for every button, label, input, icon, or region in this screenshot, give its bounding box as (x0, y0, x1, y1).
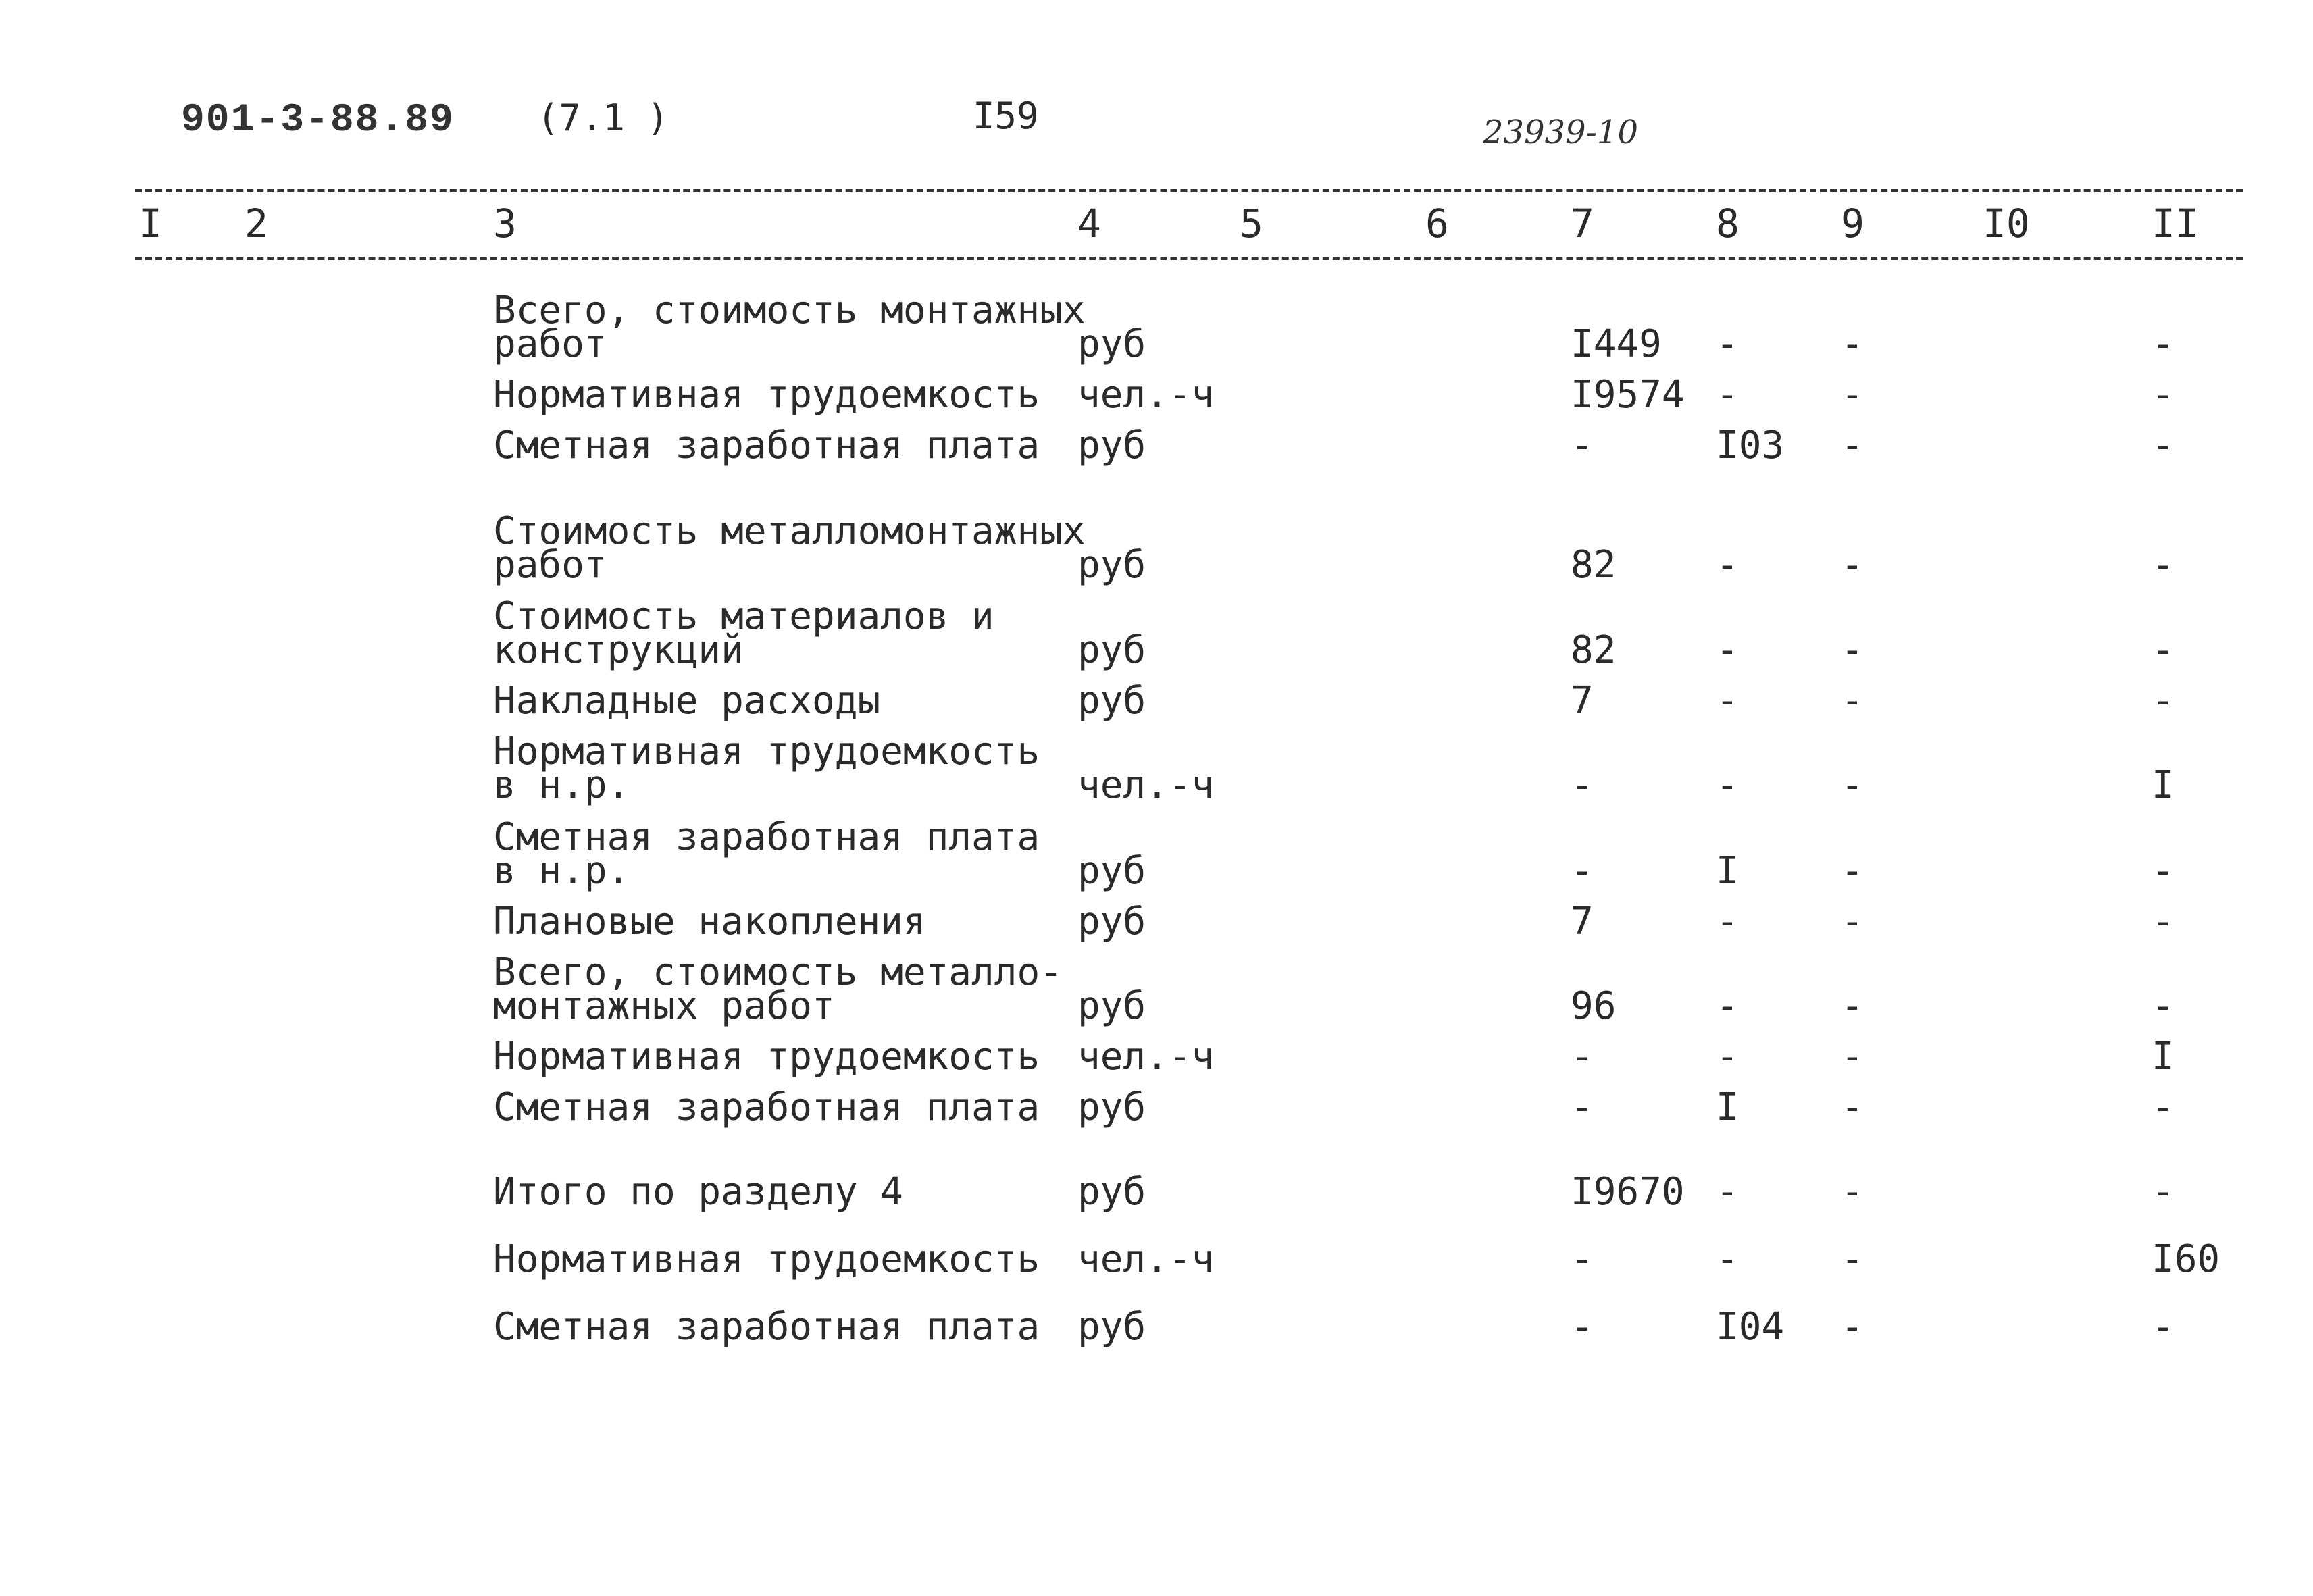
row-value-col8: I03 (1716, 423, 1785, 467)
row-description: Всего, стоимость монтажных работ (493, 288, 1086, 366)
row-value-col11: I (2152, 1035, 2175, 1079)
row-value-col11: - (2152, 900, 2175, 944)
page-number: I59 (973, 95, 1039, 137)
row-unit: руб (1077, 1170, 1146, 1214)
row-value-col7: 82 (1571, 628, 1617, 672)
row-unit: руб (1077, 849, 1146, 893)
row-value-col7: - (1571, 849, 1594, 893)
row-value-col9: - (1841, 543, 1864, 587)
row-value-col7: - (1571, 423, 1594, 467)
row-unit: руб (1077, 628, 1146, 672)
row-value-col7: - (1571, 1085, 1594, 1129)
row-description: Стоимость металломонтажных работ (493, 509, 1086, 587)
row-value-col8: - (1716, 1170, 1739, 1214)
row-value-col9: - (1841, 984, 1864, 1028)
row-value-col11: - (2152, 679, 2175, 723)
row-description: Сметная заработная плата в н.р. (493, 815, 1040, 893)
row-value-col8: - (1716, 628, 1739, 672)
row-value-col8: I (1716, 849, 1739, 893)
row-description: Нормативная трудоемкость (493, 1237, 1040, 1281)
row-value-col8: - (1716, 763, 1739, 807)
document-code: 901-3-88.89 (181, 99, 455, 143)
row-value-col7: 82 (1571, 543, 1617, 587)
column-number: II (2152, 201, 2199, 247)
row-value-col7: I9574 (1571, 373, 1685, 417)
row-unit: руб (1077, 984, 1146, 1028)
row-value-col8: - (1716, 1237, 1739, 1281)
row-value-col11: - (2152, 1085, 2175, 1129)
row-value-col11: - (2152, 543, 2175, 587)
row-value-col9: - (1841, 1305, 1864, 1349)
row-description: Всего, стоимость металло- монтажных работ (493, 950, 1063, 1028)
row-description: Накладные расходы (493, 679, 881, 723)
row-value-col7: - (1571, 1035, 1594, 1079)
row-value-col7: - (1571, 1305, 1594, 1349)
row-value-col7: I449 (1571, 322, 1662, 366)
row-value-col11: - (2152, 849, 2175, 893)
row-value-col9: - (1841, 763, 1864, 807)
column-number: 9 (1841, 201, 1864, 247)
row-value-col8: - (1716, 984, 1739, 1028)
row-value-col7: 7 (1571, 900, 1594, 944)
album-number: (7.1 ) (537, 97, 669, 139)
row-value-col7: 96 (1571, 984, 1617, 1028)
row-unit: руб (1077, 1305, 1146, 1349)
column-number: 5 (1240, 201, 1263, 247)
row-description: Нормативная трудоемкость (493, 1035, 1040, 1079)
row-unit: чел.-ч (1077, 373, 1215, 417)
inventory-stamp: 23939-10 (1483, 113, 1638, 151)
row-value-col9: - (1841, 1085, 1864, 1129)
column-number: 2 (245, 201, 268, 247)
row-value-col7: 7 (1571, 679, 1594, 723)
row-description: Стоимость материалов и конструкций (493, 594, 994, 672)
row-value-col9: - (1841, 1035, 1864, 1079)
row-value-col9: - (1841, 679, 1864, 723)
row-value-col11: - (2152, 984, 2175, 1028)
row-description: Итого по разделу 4 (493, 1170, 903, 1214)
row-value-col8: I (1716, 1085, 1739, 1129)
row-unit: чел.-ч (1077, 1237, 1215, 1281)
row-value-col7: I9670 (1571, 1170, 1685, 1214)
row-value-col7: - (1571, 763, 1594, 807)
row-value-col8: - (1716, 543, 1739, 587)
row-unit: чел.-ч (1077, 1035, 1215, 1079)
row-value-col8: - (1716, 900, 1739, 944)
row-value-col9: - (1841, 628, 1864, 672)
row-unit: руб (1077, 1085, 1146, 1129)
row-unit: чел.-ч (1077, 763, 1215, 807)
row-unit: руб (1077, 423, 1146, 467)
row-value-col11: - (2152, 373, 2175, 417)
row-value-col9: - (1841, 1170, 1864, 1214)
column-number: 7 (1571, 201, 1594, 247)
row-value-col9: - (1841, 900, 1864, 944)
row-value-col9: - (1841, 322, 1864, 366)
row-unit: руб (1077, 679, 1146, 723)
row-value-col9: - (1841, 423, 1864, 467)
row-unit: руб (1077, 543, 1146, 587)
row-unit: руб (1077, 900, 1146, 944)
column-number: 4 (1077, 201, 1101, 247)
row-value-col11: - (2152, 628, 2175, 672)
row-value-col11: - (2152, 322, 2175, 366)
column-number: 6 (1425, 201, 1449, 247)
row-value-col11: I60 (2152, 1237, 2220, 1281)
row-value-col8: - (1716, 1035, 1739, 1079)
column-number: I (138, 201, 162, 247)
row-value-col9: - (1841, 373, 1864, 417)
row-description: Нормативная трудоемкость в н.р. (493, 729, 1040, 807)
table-top-rule (135, 189, 2243, 192)
row-description: Сметная заработная плата (493, 1085, 1040, 1129)
table-header-rule (135, 257, 2243, 260)
row-value-col11: - (2152, 1170, 2175, 1214)
row-unit: руб (1077, 322, 1146, 366)
row-value-col11: - (2152, 423, 2175, 467)
column-number: 3 (493, 201, 517, 247)
row-value-col8: - (1716, 373, 1739, 417)
row-value-col8: - (1716, 679, 1739, 723)
row-description: Сметная заработная плата (493, 1305, 1040, 1349)
row-value-col9: - (1841, 849, 1864, 893)
row-value-col11: I (2152, 763, 2175, 807)
row-value-col8: I04 (1716, 1305, 1785, 1349)
row-description: Нормативная трудоемкость (493, 373, 1040, 417)
row-value-col7: - (1571, 1237, 1594, 1281)
row-value-col8: - (1716, 322, 1739, 366)
column-number: 8 (1716, 201, 1739, 247)
row-value-col9: - (1841, 1237, 1864, 1281)
row-description: Плановые накопления (493, 900, 926, 944)
row-value-col11: - (2152, 1305, 2175, 1349)
row-description: Сметная заработная плата (493, 423, 1040, 467)
column-number: I0 (1983, 201, 2030, 247)
